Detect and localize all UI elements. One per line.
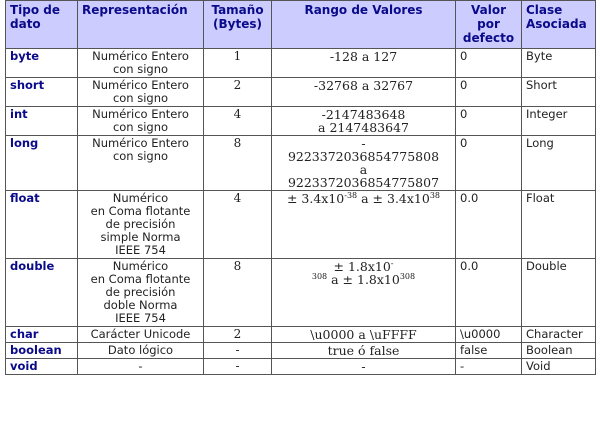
wrapper-class: Short	[522, 78, 596, 107]
size-bytes: 2	[204, 327, 272, 343]
range-exponent: 308	[399, 271, 416, 281]
header-valor-defecto: Valor por defecto	[456, 1, 522, 49]
representation: Numérico Entero con signo	[78, 78, 204, 107]
default-value: 0	[456, 49, 522, 78]
representation: Numérico Entero con signo	[78, 49, 204, 78]
type-name: void	[6, 359, 78, 375]
wrapper-class: Long	[522, 136, 596, 191]
value-range: -128 a 127	[272, 49, 456, 78]
type-name: byte	[6, 49, 78, 78]
value-range: -	[272, 359, 456, 375]
representation: -	[78, 359, 204, 375]
wrapper-class: Boolean	[522, 343, 596, 359]
header-rango: Rango de Valores	[272, 1, 456, 49]
table-row	[6, 78, 596, 107]
header-tamano: Tamaño (Bytes)	[204, 1, 272, 49]
range-exponent: 38	[429, 190, 441, 200]
size-bytes: 8	[204, 136, 272, 191]
size-bytes: 1	[204, 49, 272, 78]
table-row	[6, 49, 596, 78]
default-value: 0.0	[456, 191, 522, 259]
representation: Carácter Unicode	[78, 327, 204, 343]
size-bytes: -	[204, 359, 272, 375]
table-row	[6, 343, 596, 359]
data-types-table	[5, 0, 596, 375]
value-range	[272, 259, 456, 327]
table-row	[6, 191, 596, 259]
size-bytes: 4	[204, 191, 272, 259]
representation: Numérico Entero con signo	[78, 107, 204, 136]
type-name: float	[6, 191, 78, 259]
range-exponent: -38	[344, 190, 358, 200]
range-text: a ± 1.8x10	[327, 272, 400, 287]
header-tipo: Tipo de dato	[6, 1, 78, 49]
header-representacion: Representación	[78, 1, 204, 49]
table-row	[6, 259, 596, 327]
size-bytes: 8	[204, 259, 272, 327]
type-name: char	[6, 327, 78, 343]
value-range	[272, 191, 456, 259]
value-range: true ó false	[272, 343, 456, 359]
table-row	[6, 327, 596, 343]
value-range: -2147483648 a 2147483647	[272, 107, 456, 136]
wrapper-class: Byte	[522, 49, 596, 78]
range-text: ± 3.4x10	[286, 191, 345, 206]
wrapper-class: Void	[522, 359, 596, 375]
header-clase: Clase Asociada	[522, 1, 596, 49]
default-value: -	[456, 359, 522, 375]
default-value: 0	[456, 78, 522, 107]
representation: Numérico en Coma flotante de precisión doble Norma IEEE 754	[78, 259, 204, 327]
table-row	[6, 107, 596, 136]
default-value: \u0000	[456, 327, 522, 343]
type-name: boolean	[6, 343, 78, 359]
wrapper-class: Float	[522, 191, 596, 259]
header-row	[6, 1, 596, 49]
representation: Dato lógico	[78, 343, 204, 359]
range-exponent: -	[390, 258, 394, 268]
wrapper-class: Double	[522, 259, 596, 327]
representation: Numérico en Coma flotante de precisión simple Norma IEEE 754	[78, 191, 204, 259]
default-value: false	[456, 343, 522, 359]
wrapper-class: Integer	[522, 107, 596, 136]
value-range: - 9223372036854775808 a 9223372036854775807	[272, 136, 456, 191]
table-row	[6, 136, 596, 191]
size-bytes: 2	[204, 78, 272, 107]
value-range: \u0000 a \uFFFF	[272, 327, 456, 343]
default-value: 0	[456, 136, 522, 191]
wrapper-class: Character	[522, 327, 596, 343]
table-row	[6, 359, 596, 375]
range-text: a ± 3.4x10	[357, 191, 430, 206]
range-exponent: 308	[311, 271, 328, 281]
value-range: -32768 a 32767	[272, 78, 456, 107]
range-text: ± 1.8x10	[333, 259, 391, 274]
size-bytes: -	[204, 343, 272, 359]
size-bytes: 4	[204, 107, 272, 136]
default-value: 0.0	[456, 259, 522, 327]
type-name: double	[6, 259, 78, 327]
type-name: short	[6, 78, 78, 107]
representation: Numérico Entero con signo	[78, 136, 204, 191]
type-name: int	[6, 107, 78, 136]
default-value: 0	[456, 107, 522, 136]
type-name: long	[6, 136, 78, 191]
